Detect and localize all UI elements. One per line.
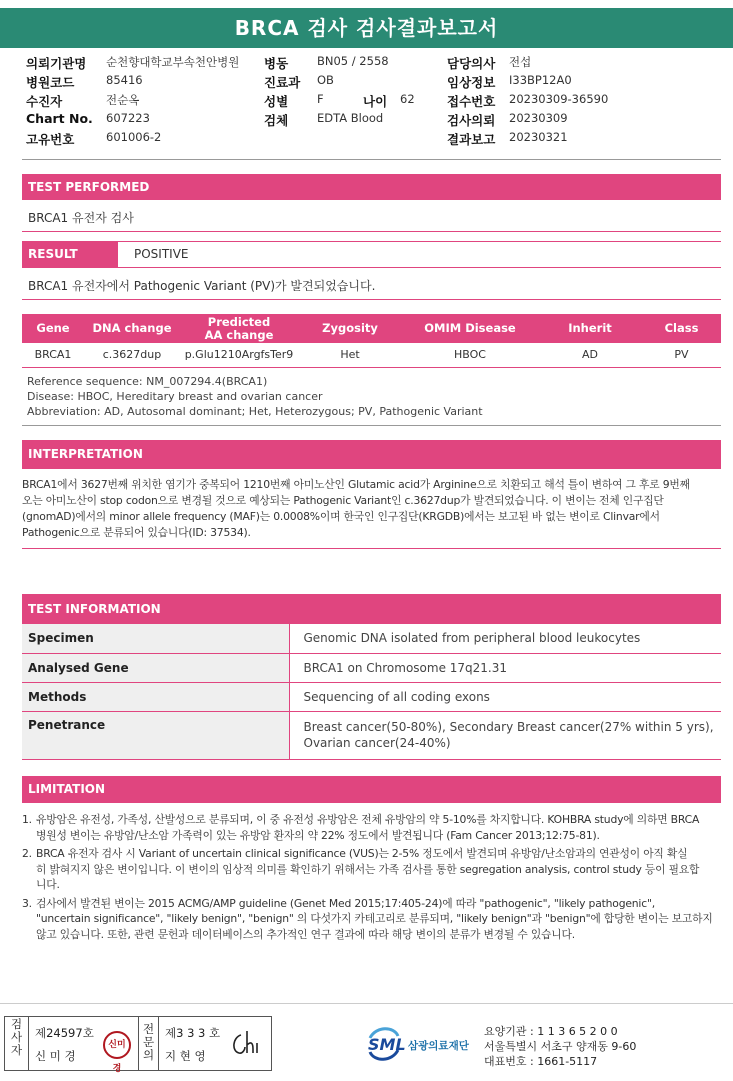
variant-table (22, 314, 721, 368)
specialist-label-cell (139, 1017, 159, 1070)
item-line: 히 밝혀지지 않은 변이입니다. 이 변이의 임상적 의미를 확인하기 위해서는 가족 검사를 통한 segregation analysis, control study 등이 필요합 (36, 862, 700, 876)
table-row (22, 624, 721, 653)
item-line: BRCA 유전자 검사 시 Variant of uncertain clinical significance (VUS)는 2-5% 정도에서 발견되며 유방암/난소암과의 연관성이 아직 확실 (36, 847, 688, 860)
org-line: 요양기관 : 1 1 3 6 5 2 0 0 (484, 1025, 618, 1038)
header-label: 담당의사 (447, 56, 496, 71)
item-number: 3. (22, 896, 32, 910)
info-value: Genomic DNA isolated from peripheral blood leukocytes (289, 624, 721, 653)
header-label: 검사의뢰 (447, 113, 496, 128)
cell: Het (298, 343, 402, 367)
test-performed-value: BRCA1 유전자 검사 (28, 211, 134, 225)
result-box (22, 241, 721, 268)
sml-logo (364, 1024, 484, 1064)
info-key: Penetrance (22, 711, 289, 759)
divider (22, 231, 721, 232)
examiner-label: 검 사 자 (10, 1017, 23, 1057)
list-item (22, 896, 722, 943)
cell: c.3627dup (84, 343, 180, 367)
header-label: 고유번호 (26, 132, 75, 147)
col-header: Zygosity (298, 314, 402, 343)
header-value: F (317, 92, 324, 106)
header-value: BN05 / 2558 (317, 54, 389, 68)
test-information-table (22, 624, 721, 760)
header-label: 병원코드 (26, 75, 75, 90)
note-line: Reference sequence: NM_007294.4(BRCA1) (27, 375, 268, 388)
item-number: 1. (22, 813, 32, 826)
item-line: "uncertain significance", "likely benign", "benign" 의 다섯가지 카테고리로 분류되며, "likely benign"과 "benign"에 합당한 변이는 보고하지 (36, 912, 713, 925)
table-row (22, 343, 721, 367)
header-value: OB (317, 73, 334, 87)
header-label: 진료과 (264, 75, 301, 90)
col-header: Gene (22, 314, 84, 343)
header-value: 607223 (106, 111, 150, 125)
table-row (22, 682, 721, 711)
header-value: 20230309-36590 (509, 92, 609, 106)
header-value: 601006-2 (106, 130, 162, 144)
divider (22, 425, 721, 426)
item-line: 검사에서 발견된 변이는 2015 ACMG/AMP guideline (Genet Med 2015;17:405-24)에 따라 "pathogenic", "likely pathogenic", (36, 896, 655, 910)
info-key: Analysed Gene (22, 653, 289, 682)
info-value: Sequencing of all coding exons (289, 682, 721, 711)
examiner-seal-icon: 신미경 (103, 1031, 131, 1059)
table-row (22, 653, 721, 682)
cell: HBOC (402, 343, 538, 367)
header-value: 20230309 (509, 111, 568, 125)
specialist-label: 전 문 의 (142, 1022, 155, 1062)
examiner-label-cell (5, 1017, 29, 1070)
examiner-license: 제24597호 (35, 1026, 94, 1040)
info-value (289, 711, 721, 759)
result-value: POSITIVE (134, 247, 189, 261)
age-value: 62 (400, 92, 415, 106)
table-row (22, 711, 721, 759)
divider (22, 548, 721, 549)
header-label: 결과보고 (447, 132, 496, 147)
report-title: BRCA 검사 검사결과보고서 (0, 8, 733, 48)
info-value: BRCA1 on Chromosome 17q21.31 (289, 653, 721, 682)
col-header: DNA change (84, 314, 180, 343)
note-line: Disease: HBOC, Hereditary breast and ovarian cancer (27, 390, 323, 403)
cell: PV (642, 343, 721, 367)
specialist-name: 지 현 영 (165, 1049, 206, 1063)
info-key: Methods (22, 682, 289, 711)
col-header: Inherit (538, 314, 642, 343)
interpretation-line: Pathogenic으로 분류되어 있습니다(ID: 37534). (22, 526, 251, 539)
interpretation-line: (gnomAD)에서의 minor allele frequency (MAF)는 0.0008%이며 한국인 인구집단(KRGDB)에서는 보고된 바 없는 변이로 Clinvar에서 (22, 510, 660, 523)
result-summary: BRCA1 유전자에서 Pathogenic Variant (PV)가 발견되었습니다. (28, 279, 376, 293)
header-label: Chart No. (26, 111, 93, 126)
specialist-license: 제3 3 3 호 (165, 1026, 221, 1040)
examiner-name: 신 미 경 (35, 1049, 76, 1063)
interpretation-text (22, 477, 721, 541)
list-item (22, 846, 722, 893)
header-label: 의뢰기관명 (26, 56, 87, 71)
divider (0, 1003, 733, 1004)
header-value: I33BP12A0 (509, 73, 572, 87)
header-label: 임상정보 (447, 75, 496, 90)
list-item (22, 812, 722, 843)
col-header: OMIM Disease (402, 314, 538, 343)
header-label: 성별 (264, 94, 289, 109)
logo-text: SML (368, 1035, 406, 1054)
section-limitation: LIMITATION (22, 776, 721, 803)
cell: AD (538, 343, 642, 367)
signature-box (4, 1016, 272, 1074)
info-key: Specimen (22, 624, 289, 653)
age-label: 나이 (363, 94, 388, 109)
organization-info (484, 1024, 636, 1069)
header-label: 병동 (264, 56, 289, 71)
limitation-list (22, 812, 722, 945)
variant-notes (27, 374, 483, 419)
cell: BRCA1 (22, 343, 84, 367)
item-line: 않고 있습니다. 또한, 관련 문헌과 데이터베이스의 추가적인 연구 결과에 따라 해당 변이의 분류가 변경될 수 있습니다. (36, 927, 575, 941)
org-line: 서울특별시 서초구 양재동 9-60 (484, 1040, 637, 1053)
divider (22, 159, 721, 160)
cell: p.Glu1210ArgfsTer9 (180, 343, 298, 367)
item-line: 니다. (36, 878, 60, 891)
item-number: 2. (22, 847, 32, 860)
col-header-aa (180, 314, 298, 343)
interpretation-line: 오는 아미노산이 stop codon으로 변경될 것으로 예상되는 Pathogenic Variant인 c.3627dup가 발견되었습니다. 이 변이는 전체 인구집단 (22, 494, 664, 507)
logo-korean: 삼광의료재단 (408, 1040, 469, 1052)
header-label: 검체 (264, 113, 289, 128)
header-value: 20230321 (509, 130, 568, 144)
signature-icon (227, 1027, 267, 1061)
section-test-information: TEST INFORMATION (22, 594, 721, 624)
col-header-line: Predicted (207, 314, 271, 329)
col-header-line: AA change (204, 327, 274, 342)
item-line: 병원성 변이는 유방암/난소암 가족력이 있는 유방암 환자의 약 22% 정도에서 발견됩니다 (Fam Cancer 2013;12:75-81). (36, 828, 600, 842)
header-label: 수진자 (26, 94, 63, 109)
header-value: EDTA Blood (317, 111, 384, 125)
org-line: 대표번호 : 1661-5117 (484, 1055, 598, 1068)
header-value: 전섭 (509, 55, 532, 69)
info-value-line: Breast cancer(50-80%), Secondary Breast cancer(27% within 5 yrs), (303, 720, 714, 734)
header-value: 85416 (106, 73, 143, 87)
patient-header (26, 54, 716, 149)
header-value: 전순옥 (106, 93, 140, 107)
header-label: 접수번호 (447, 94, 496, 109)
interpretation-line: BRCA1에서 3627번째 위치한 염기가 중복되어 1210번째 아미노산인 Glutamic acid가 Arginine으로 치환되고 해석 틀이 변하여 그 후로 9번째 (22, 478, 690, 491)
divider (22, 299, 721, 300)
item-line: 유방암은 유전성, 가족성, 산발성으로 분류되며, 이 중 유전성 유방암은 전체 유방암의 약 5-10%를 차지합니다. KOHBRA study에 의하면 BRCA (36, 813, 700, 826)
section-test-performed: TEST PERFORMED (22, 174, 721, 200)
col-header: Class (642, 314, 721, 343)
note-line: Abbreviation: AD, Autosomal dominant; Het, Heterozygous; PV, Pathogenic Variant (27, 405, 483, 418)
info-value-line: Ovarian cancer(24-40%) (303, 736, 451, 750)
header-value: 순천향대학교부속천안병원 (106, 55, 240, 69)
section-interpretation: INTERPRETATION (22, 440, 721, 469)
section-result: RESULT (22, 242, 118, 267)
